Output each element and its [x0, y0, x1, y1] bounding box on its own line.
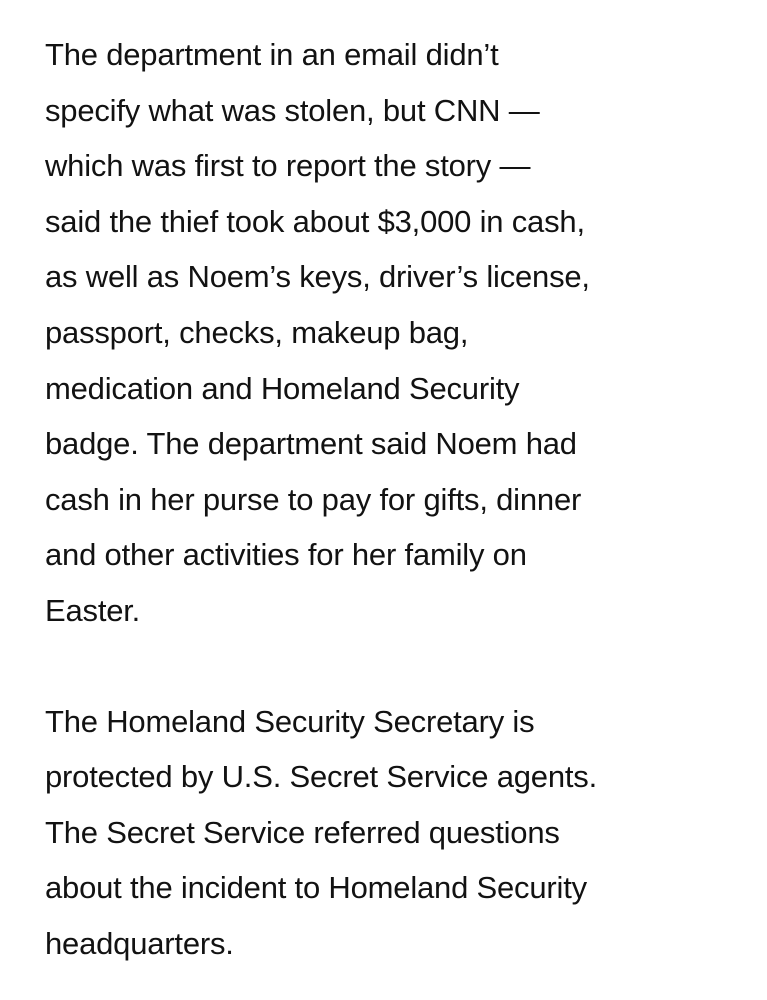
article-paragraph-1 [45, 27, 745, 639]
paragraph-line: The Secret Service referred questions [45, 814, 560, 850]
article-body [45, 27, 745, 972]
paragraph-line: about the incident to Homeland Security [45, 870, 587, 906]
paragraph-line: medication and Homeland Security [45, 370, 520, 406]
article-paragraph-2 [45, 694, 745, 972]
paragraph-line: headquarters. [45, 925, 234, 961]
paragraph-line: passport, checks, makeup bag, [45, 314, 469, 350]
paragraph-line: Easter. [45, 592, 141, 628]
paragraph-line: cash in her purse to pay for gifts, dinner [45, 481, 582, 517]
paragraph-line: as well as Noem’s keys, driver’s license, [45, 259, 590, 295]
paragraph-line: specify what was stolen, but CNN — [45, 92, 540, 128]
paragraph-line: The Homeland Security Secretary is [45, 703, 535, 739]
paragraph-line: badge. The department said Noem had [45, 426, 577, 462]
paragraph-line: The department in an email didn’t [45, 37, 499, 72]
paragraph-line: said the thief took about $3,000 in cash, [45, 203, 585, 239]
paragraph-line: protected by U.S. Secret Service agents. [45, 759, 597, 795]
paragraph-line: and other activities for her family on [45, 537, 527, 573]
paragraph-line: which was first to report the story — [45, 148, 531, 184]
